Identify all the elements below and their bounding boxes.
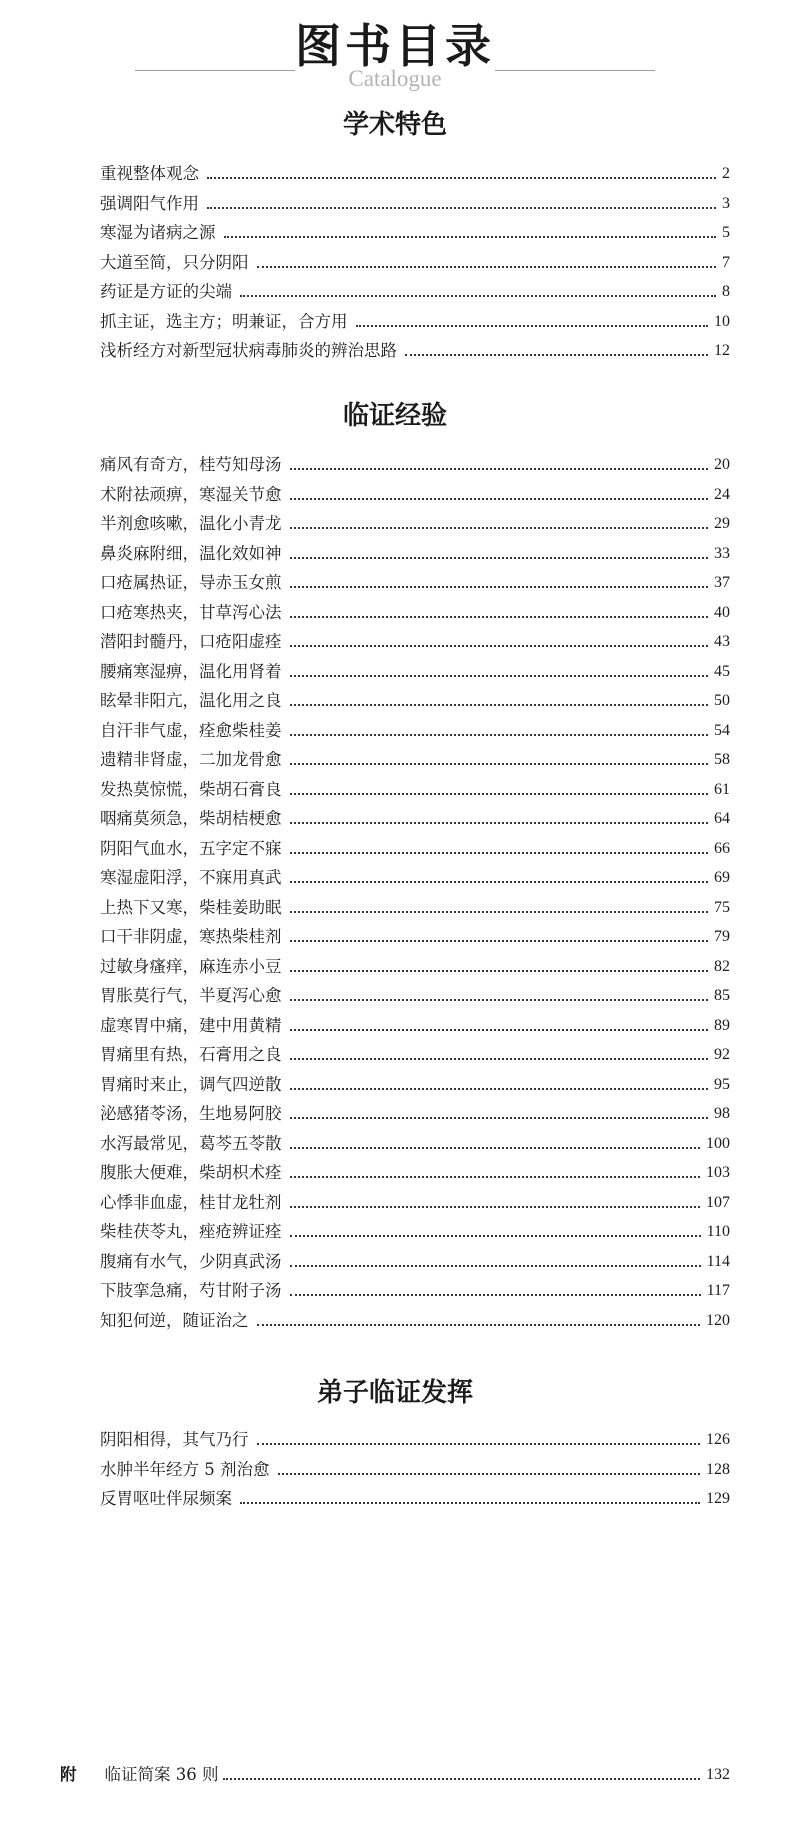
entry-page-number: 92 — [714, 1046, 730, 1063]
leader-dots — [290, 911, 709, 913]
entry-title: 口干非阴虚，寒热柴桂剂 — [100, 927, 282, 946]
leader-dots — [290, 645, 709, 647]
entry-page-number: 45 — [714, 662, 730, 680]
entry-title: 寒湿为诸病之源 — [100, 223, 216, 242]
leader-dots — [240, 295, 716, 297]
leader-dots — [290, 999, 709, 1001]
entry-title: 腰痛寒湿痹，温化用肾着 — [100, 661, 282, 681]
entry-title: 反胃呕吐伴尿频案 — [100, 1489, 232, 1508]
entry-title: 虚寒胃中痛，建中用黄精 — [100, 1015, 282, 1035]
toc-entry[interactable] — [100, 1156, 730, 1184]
toc-entry[interactable] — [100, 920, 730, 948]
entry-page-number: 129 — [706, 1490, 730, 1507]
entry-title: 遗精非肾虚，二加龙骨愈 — [100, 750, 282, 769]
page-title: 图书目录 — [295, 19, 495, 73]
toc-entry[interactable] — [100, 655, 730, 683]
leader-dots — [290, 940, 709, 942]
entry-page-number: 95 — [714, 1075, 730, 1093]
entry-page-number: 37 — [714, 574, 730, 591]
entry-page-number: 66 — [714, 839, 730, 857]
toc-entry[interactable] — [100, 334, 730, 362]
leader-dots — [290, 586, 709, 588]
entry-page-number: 69 — [714, 869, 730, 886]
toc-entry[interactable] — [100, 448, 730, 476]
entry-title: 心悸非血虚，桂甘龙牡剂 — [100, 1192, 282, 1212]
leader-dots — [290, 852, 709, 854]
entry-title: 强调阳气作用 — [100, 193, 199, 213]
entry-page-number: 5 — [722, 224, 730, 241]
leader-dots — [224, 236, 717, 238]
leader-dots — [290, 675, 709, 677]
entry-page-number: 43 — [714, 633, 730, 650]
toc-entry[interactable] — [100, 1127, 730, 1155]
entry-title: 过敏身瘙痒，麻连赤小豆 — [100, 956, 282, 976]
entry-title: 知犯何逆，随证治之 — [100, 1310, 249, 1330]
entry-title: 咽痛莫须急，柴胡桔梗愈 — [100, 809, 282, 828]
toc-entry[interactable] — [100, 1186, 730, 1214]
entry-title: 口疮寒热夹，甘草泻心法 — [100, 602, 282, 622]
entry-page-number: 107 — [706, 1193, 730, 1211]
entry-title: 胃痛里有热，石膏用之良 — [100, 1045, 282, 1064]
entry-page-number: 126 — [706, 1431, 730, 1448]
entry-page-number: 89 — [714, 1016, 730, 1034]
leader-dots — [290, 763, 709, 765]
entry-page-number: 58 — [714, 751, 730, 768]
toc-entry[interactable] — [100, 1215, 730, 1243]
entry-title: 半剂愈咳嗽，温化小青龙 — [100, 514, 282, 533]
entry-page-number: 75 — [714, 898, 730, 916]
entry-title: 口疮属热证，导赤玉女煎 — [100, 573, 282, 592]
leader-dots — [290, 1294, 701, 1296]
entry-title: 寒湿虚阳浮，不寐用真武 — [100, 868, 282, 887]
toc-entry[interactable] — [100, 1482, 730, 1510]
toc-entry[interactable] — [100, 950, 730, 978]
leader-dots — [290, 1147, 701, 1149]
toc-entry[interactable] — [100, 246, 730, 274]
appendix-entry[interactable] — [60, 1758, 730, 1786]
entry-title: 鼻炎麻附细，温化效如神 — [100, 543, 282, 563]
catalogue-header — [0, 0, 790, 110]
leader-dots — [290, 468, 709, 470]
toc-entry[interactable] — [100, 1423, 730, 1451]
toc-entry[interactable] — [100, 802, 730, 830]
leader-dots — [290, 793, 709, 795]
leader-dots — [257, 266, 717, 268]
leader-dots — [290, 1088, 709, 1090]
entry-page-number: 82 — [714, 957, 730, 975]
leader-dots — [290, 881, 709, 883]
leader-dots — [290, 1029, 709, 1031]
leader-dots — [290, 734, 709, 736]
entry-title: 腹痛有水气，少阴真武汤 — [100, 1251, 282, 1271]
toc-entry[interactable] — [100, 1068, 730, 1096]
entry-page-number: 8 — [722, 283, 730, 300]
entry-page-number: 100 — [706, 1134, 730, 1152]
entry-title: 大道至简，只分阴阳 — [100, 252, 249, 272]
leader-dots — [290, 1206, 701, 1208]
entry-page-number: 24 — [714, 485, 730, 503]
toc-entry[interactable] — [100, 216, 730, 244]
leader-dots — [207, 207, 716, 209]
toc-entry[interactable] — [100, 1304, 730, 1332]
leader-dots — [290, 1058, 709, 1060]
entry-title: 腹胀大便难，柴胡枳术痊 — [100, 1163, 282, 1182]
leader-dots — [405, 354, 708, 356]
toc-entry[interactable] — [100, 1038, 730, 1066]
entry-page-number: 7 — [722, 253, 730, 271]
entry-page-number: 12 — [714, 342, 730, 359]
entry-page-number: 103 — [706, 1164, 730, 1181]
entry-title: 柴桂茯苓丸，痤疮辨证痊 — [100, 1222, 282, 1241]
entry-page-number: 64 — [714, 810, 730, 827]
leader-dots — [290, 1265, 701, 1267]
toc-entry[interactable] — [100, 714, 730, 742]
entry-page-number: 20 — [714, 456, 730, 473]
entry-page-number: 54 — [714, 721, 730, 739]
entry-page-number: 40 — [714, 603, 730, 621]
toc-entry[interactable] — [100, 743, 730, 771]
entry-title: 术附祛顽痹，寒湿关节愈 — [100, 484, 282, 504]
entry-page-number: 29 — [714, 515, 730, 532]
entry-page-number: 79 — [714, 928, 730, 945]
toc-entry[interactable] — [100, 275, 730, 303]
leader-dots — [257, 1324, 701, 1326]
entry-title: 水泻最常见，葛芩五苓散 — [100, 1133, 282, 1153]
toc-entry[interactable] — [100, 566, 730, 594]
entry-page-number: 2 — [722, 165, 730, 182]
toc-entry[interactable] — [100, 507, 730, 535]
toc-entry[interactable] — [100, 1245, 730, 1273]
section-heading: 弟子临证发挥 — [316, 1378, 473, 1408]
toc-entry[interactable] — [100, 832, 730, 860]
entry-title: 下肢挛急痛，芍甘附子汤 — [100, 1281, 282, 1300]
toc-entry[interactable] — [100, 773, 730, 801]
toc-entry[interactable] — [100, 1009, 730, 1037]
entry-page-number: 50 — [714, 692, 730, 709]
leader-dots — [290, 1117, 709, 1119]
entry-page-number: 128 — [706, 1460, 730, 1478]
entry-page-number: 114 — [706, 1252, 730, 1270]
toc-entry[interactable] — [100, 187, 730, 215]
entry-title: 泌感猪苓汤，生地易阿胶 — [100, 1104, 282, 1123]
entry-title: 抓主证，选主方；明兼证，合方用 — [100, 311, 348, 331]
toc-entry[interactable] — [100, 157, 730, 185]
leader-dots — [207, 177, 716, 179]
entry-title: 阴阳相得，其气乃行 — [100, 1430, 249, 1449]
entry-title: 药证是方证的尖端 — [100, 282, 232, 301]
entry-title: 发热莫惊慌，柴胡石膏良 — [100, 779, 282, 799]
entry-page-number: 61 — [714, 780, 730, 798]
entry-page-number: 3 — [722, 194, 730, 212]
section-heading: 学术特色 — [342, 110, 447, 140]
entry-page-number: 98 — [714, 1105, 730, 1122]
toc-entry[interactable] — [100, 891, 730, 919]
leader-dots — [290, 822, 709, 824]
entry-title: 胃痛时来止，调气四逆散 — [100, 1074, 282, 1094]
leader-dots — [290, 527, 709, 529]
entry-title: 胃胀莫行气，半夏泻心愈 — [100, 986, 282, 1005]
entry-page-number: 110 — [706, 1223, 730, 1240]
toc-entry[interactable] — [100, 979, 730, 1007]
toc-entry[interactable] — [100, 1453, 730, 1481]
toc-entry[interactable] — [100, 861, 730, 889]
leader-dots — [257, 1443, 701, 1445]
entry-title: 水肿半年经方 5 剂治愈 — [100, 1459, 270, 1479]
leader-dots — [223, 1778, 701, 1780]
entry-title: 痛风有奇方，桂芍知母汤 — [100, 455, 282, 474]
leader-dots — [290, 1176, 701, 1178]
toc-entry[interactable] — [100, 1097, 730, 1125]
appendix-title: 临证简案 36 则 — [104, 1765, 219, 1784]
entry-title: 自汗非气虚，痊愈柴桂姜 — [100, 720, 282, 740]
section-heading: 临证经验 — [342, 401, 447, 431]
appendix-page: 132 — [706, 1766, 730, 1783]
toc-entry[interactable] — [100, 596, 730, 624]
leader-dots — [290, 1235, 701, 1237]
entry-page-number: 33 — [714, 544, 730, 562]
toc-entry[interactable] — [100, 684, 730, 712]
toc-entry[interactable] — [100, 625, 730, 653]
leader-dots — [240, 1502, 700, 1504]
entry-title: 上热下又寒，柴桂姜助眠 — [100, 897, 282, 917]
leader-dots — [290, 616, 709, 618]
entry-title: 浅析经方对新型冠状病毒肺炎的辨治思路 — [100, 341, 397, 360]
entry-title: 潜阳封髓丹，口疮阳虚痊 — [100, 632, 282, 651]
entry-page-number: 85 — [714, 987, 730, 1004]
toc-entry[interactable] — [100, 1274, 730, 1302]
leader-dots — [356, 325, 709, 327]
entry-page-number: 117 — [706, 1282, 730, 1299]
page-subtitle: Catalogue — [348, 66, 442, 91]
entry-title: 阴阳气血水，五字定不寐 — [100, 838, 282, 858]
toc-entry[interactable] — [100, 478, 730, 506]
entry-page-number: 120 — [706, 1311, 730, 1329]
leader-dots — [290, 557, 709, 559]
leader-dots — [290, 704, 709, 706]
leader-dots — [278, 1473, 701, 1475]
entry-title: 眩晕非阳亢，温化用之良 — [100, 691, 282, 710]
appendix-mark: 附 — [60, 1765, 77, 1784]
entry-title: 重视整体观念 — [100, 164, 199, 183]
toc-entry[interactable] — [100, 305, 730, 333]
toc-entry[interactable] — [100, 537, 730, 565]
leader-dots — [290, 970, 709, 972]
leader-dots — [290, 498, 709, 500]
entry-page-number: 10 — [714, 312, 730, 330]
